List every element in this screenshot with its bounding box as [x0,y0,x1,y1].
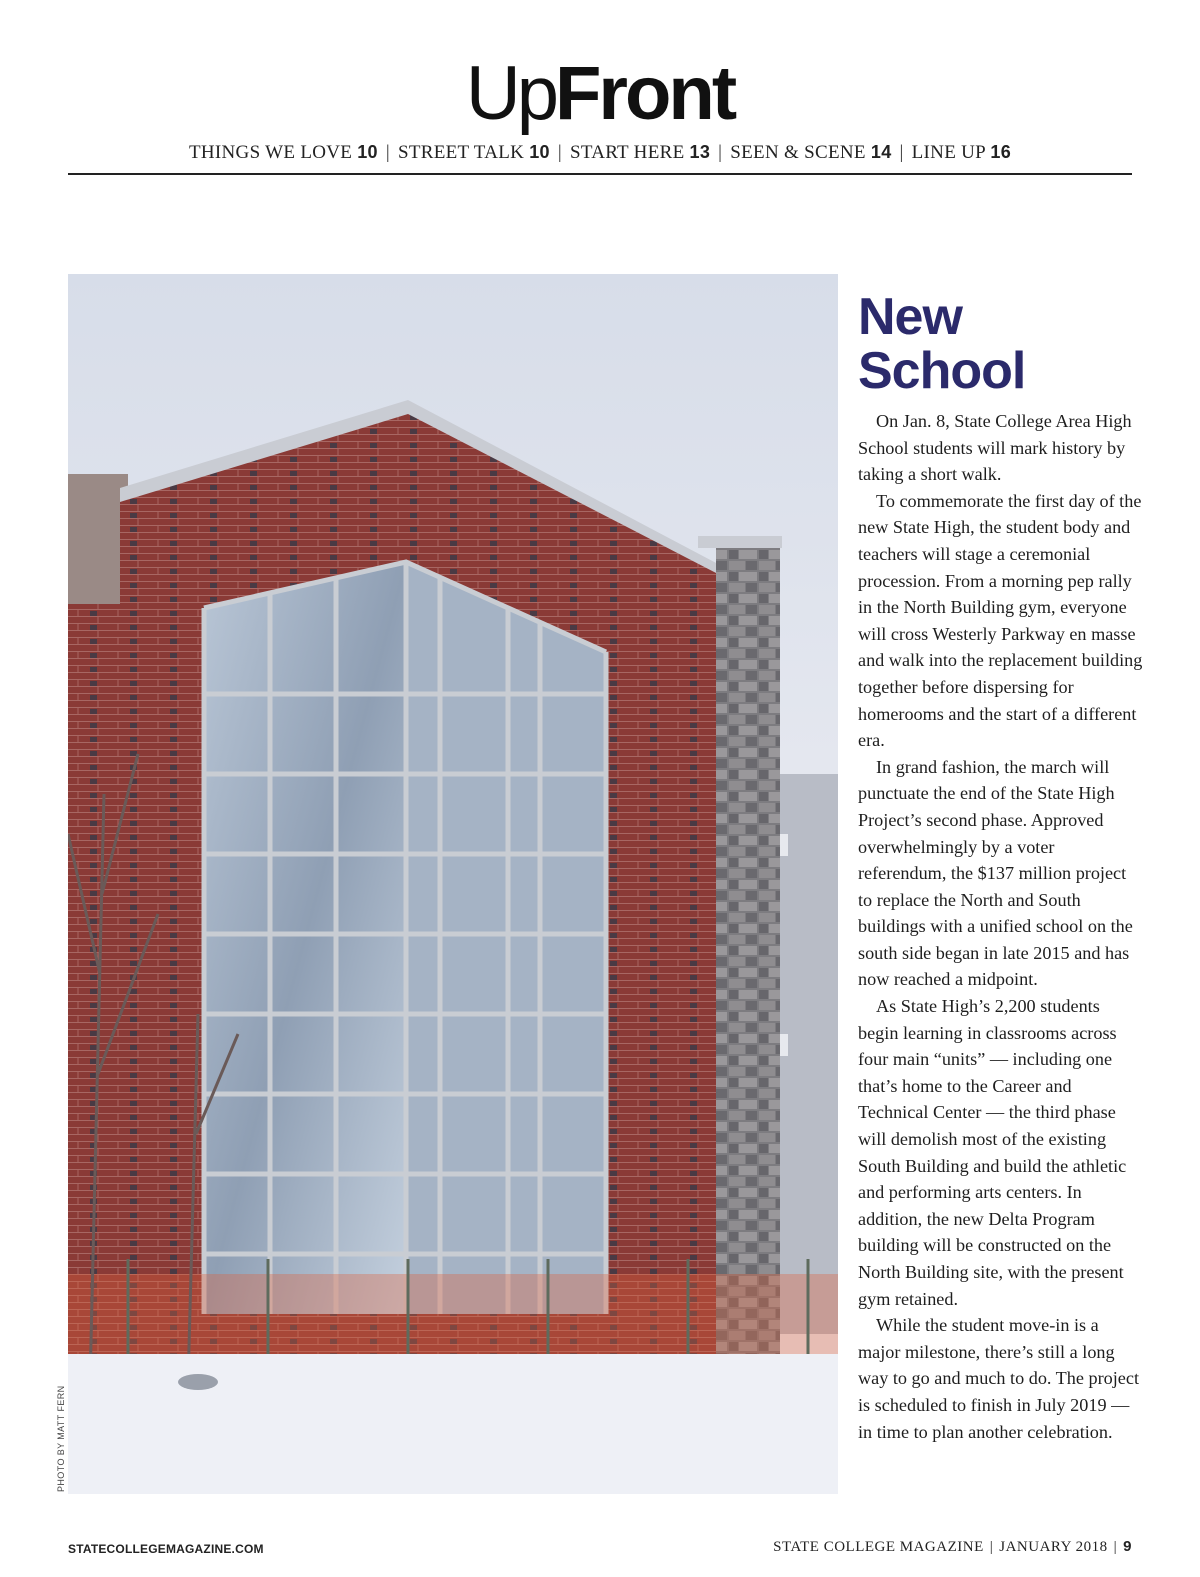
nav-item-street-talk[interactable] [398,142,550,163]
headline-line-1: New [858,288,962,346]
nav-separator: | [899,142,904,163]
nav-item-start-here[interactable] [570,142,710,163]
section-masthead [0,51,1200,136]
nav-page-number: 10 [357,142,378,162]
footer-magazine-name: STATE COLLEGE MAGAZINE [773,1539,984,1555]
footer-issue-date: JANUARY 2018 [999,1539,1108,1555]
nav-label: STREET TALK [397,142,525,163]
headline-line-2: School [858,342,1026,400]
nav-separator: | [718,142,723,163]
nav-page-number: 13 [689,142,711,162]
nav-label: LINE UP [911,142,986,163]
article-headline [858,290,1025,398]
nav-item-line-up[interactable] [912,142,1011,163]
footer-separator: | [1113,1539,1118,1555]
article-body [858,408,1143,1445]
nav-page-number: 10 [529,142,550,162]
footer-website[interactable]: STATECOLLEGEMAGAZINE.COM [68,1542,264,1556]
nav-page-number: 16 [990,142,1012,162]
nav-label: START HERE [569,142,685,163]
nav-item-things-we-love[interactable] [189,142,378,163]
masthead-front: Front [555,51,735,136]
nav-separator: | [385,142,390,163]
article-paragraph: While the student move-in is a major milestone, there’s still a long way to go and much to do. The project is scheduled to finish in July 2019 — in time to plan another celebration. [858,1315,1140,1442]
section-nav [0,142,1200,164]
building-illustration [68,274,838,1494]
article-paragraph: To commemorate the first day of the new State High, the student body and teachers will stage a ceremonial procession. From a morning pep rally in the North Building gym, everyone will cross Westerly Parkway en masse and walk into the replacement building together before dispersing for homerooms and the start of a different era. [858,490,1143,751]
photo-credit: PHOTO BY MATT FERN [56,1385,66,1492]
header-rule [68,173,1132,175]
footer-folio [773,1538,1132,1556]
footer-page-number: 9 [1123,1538,1132,1555]
footer-separator: | [989,1539,994,1555]
school-building-photo [68,274,838,1494]
nav-separator: | [557,142,562,163]
article-paragraph: On Jan. 8, State College Area High School students will mark history by taking a short walk. [858,411,1132,485]
nav-label: SEEN & SCENE [730,142,866,163]
article-paragraph: As State High’s 2,200 students begin learning in classrooms across four main “units” — including one that’s home to the Career and Technical Center — the third phase will demolish most of the existing South Building and build the athletic and performing arts centers. In addition, the new Delta Program building will be constructed on the North Building site, with the present gym retained. [858,996,1127,1309]
nav-item-seen-and-scene[interactable] [730,142,891,163]
nav-label: THINGS WE LOVE [188,142,353,163]
article-paragraph: In grand fashion, the march will punctuate the end of the State High Project’s second phase. Approved overwhelmingly by a voter referendum, the $137 million project to replace the North and South buildings with a unified school on the south side began in late 2015 and has now reached a midpoint. [858,756,1133,990]
masthead-up: Up [465,51,555,136]
nav-page-number: 14 [870,142,892,162]
